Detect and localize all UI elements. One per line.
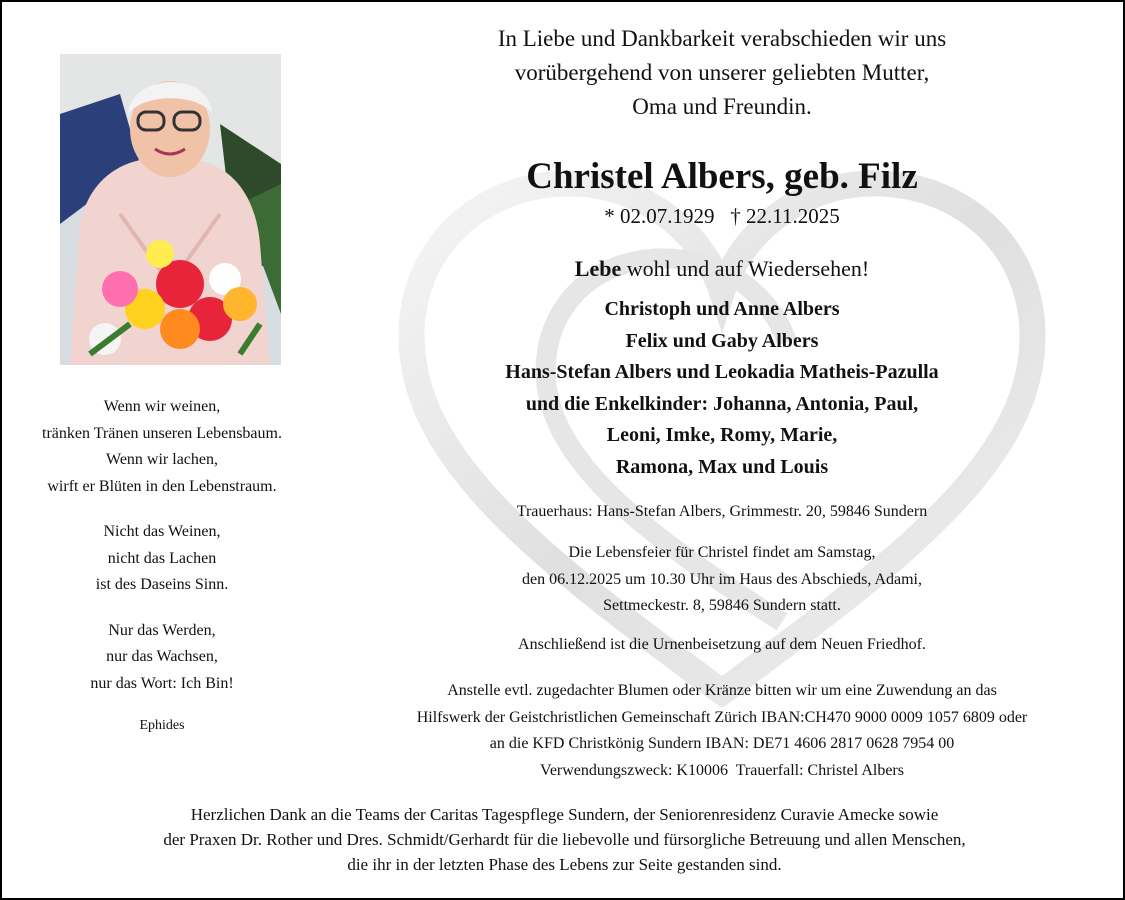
thanks-line: der Praxen Dr. Rother und Dres. Schmidt/Gerhardt für die liebevolle und fürsorgliche Betreuung und allen Menschen, bbox=[163, 830, 966, 849]
farewell-rest: wohl und auf Wiedersehen! bbox=[621, 256, 870, 281]
mourner-line: Hans-Stefan Albers und Leokadia Matheis-Pazulla bbox=[505, 361, 939, 383]
poem-line: tränken Tränen unseren Lebensbaum. bbox=[42, 424, 282, 442]
poem-line: ist des Daseins Sinn. bbox=[95, 576, 229, 593]
farewell-bold: Lebe bbox=[574, 256, 622, 281]
mourner-line: Felix und Gaby Albers bbox=[625, 329, 819, 352]
poem-stanza bbox=[12, 618, 312, 698]
poem bbox=[12, 394, 312, 716]
poem-line: Wenn wir weinen, bbox=[103, 398, 221, 415]
poem-line: nicht das Lachen bbox=[107, 549, 217, 567]
poem-line: nur das Wort: Ich Bin! bbox=[90, 674, 234, 692]
thanks-text bbox=[22, 802, 1107, 877]
poem-stanza bbox=[12, 519, 312, 599]
mourners-list bbox=[412, 294, 1032, 483]
urn-burial-info: Anschließend ist die Urnenbeisetzung auf dem Neuen Friedhof. bbox=[518, 636, 926, 653]
intro-line: In Liebe und Dankbarkeit verabschieden wir uns bbox=[497, 26, 947, 51]
poem-line: wirft er Blüten in den Lebenstraum. bbox=[47, 477, 277, 495]
mourning-house: Trauerhaus: Hans-Stefan Albers, Grimmestr. 20, 59846 Sundern bbox=[516, 503, 928, 520]
portrait-photo bbox=[60, 54, 281, 365]
thanks-line: Herzlichen Dank an die Teams der Caritas Tagespflege Sundern, der Seniorenresidenz Curavie Amecke sowie bbox=[190, 805, 939, 824]
donation-line: Hilfswerk der Geistchristlichen Gemeinschaft Zürich IBAN:CH470 9000 0009 1057 6809 oder bbox=[416, 708, 1028, 726]
intro-text bbox=[412, 22, 1032, 124]
donation-line: Anstelle evtl. zugedachter Blumen oder Kränze bitten wir um eine Zuwendung an das bbox=[447, 682, 997, 699]
celebration-line: Settmeckestr. 8, 59846 Sundern statt. bbox=[603, 597, 841, 614]
poem-line: Nur das Werden, bbox=[108, 621, 216, 639]
poem-line: Wenn wir lachen, bbox=[106, 451, 218, 468]
celebration-info bbox=[412, 540, 1032, 620]
poem-line: Nicht das Weinen, bbox=[103, 523, 221, 540]
mourner-line: und die Enkelkinder: Johanna, Antonia, Paul, bbox=[525, 392, 919, 415]
deceased-name: Christel Albers, geb. Filz bbox=[526, 156, 918, 197]
intro-line: vorübergehend von unserer geliebten Mutter, bbox=[514, 60, 930, 85]
farewell-text bbox=[412, 254, 1032, 284]
mourner-line: Leoni, Imke, Romy, Marie, bbox=[606, 424, 838, 446]
thanks-line: die ihr in der letzten Phase des Lebens zur Seite gestanden sind. bbox=[347, 855, 782, 874]
celebration-line: den 06.12.2025 um 10.30 Uhr im Haus des Abschieds, Adami, bbox=[522, 570, 922, 588]
intro-line: Oma und Freundin. bbox=[632, 94, 812, 119]
poem-author: Ephides bbox=[139, 718, 185, 733]
celebration-line: Die Lebensfeier für Christel findet am Samstag, bbox=[568, 544, 876, 561]
donation-info bbox=[332, 678, 1112, 784]
poem-line: nur das Wachsen, bbox=[106, 648, 218, 665]
mourner-line: Ramona, Max und Louis bbox=[615, 455, 829, 478]
donation-line: an die KFD Christkönig Sundern IBAN: DE71 4606 2817 0628 7954 00 bbox=[489, 735, 955, 752]
poem-stanza bbox=[12, 394, 312, 500]
mourner-line: Christoph und Anne Albers bbox=[604, 298, 840, 320]
donation-line: Verwendungszweck: K10006 Trauerfall: Christel Albers bbox=[540, 761, 904, 779]
life-dates: * 02.07.1929 † 22.11.2025 bbox=[604, 204, 840, 228]
